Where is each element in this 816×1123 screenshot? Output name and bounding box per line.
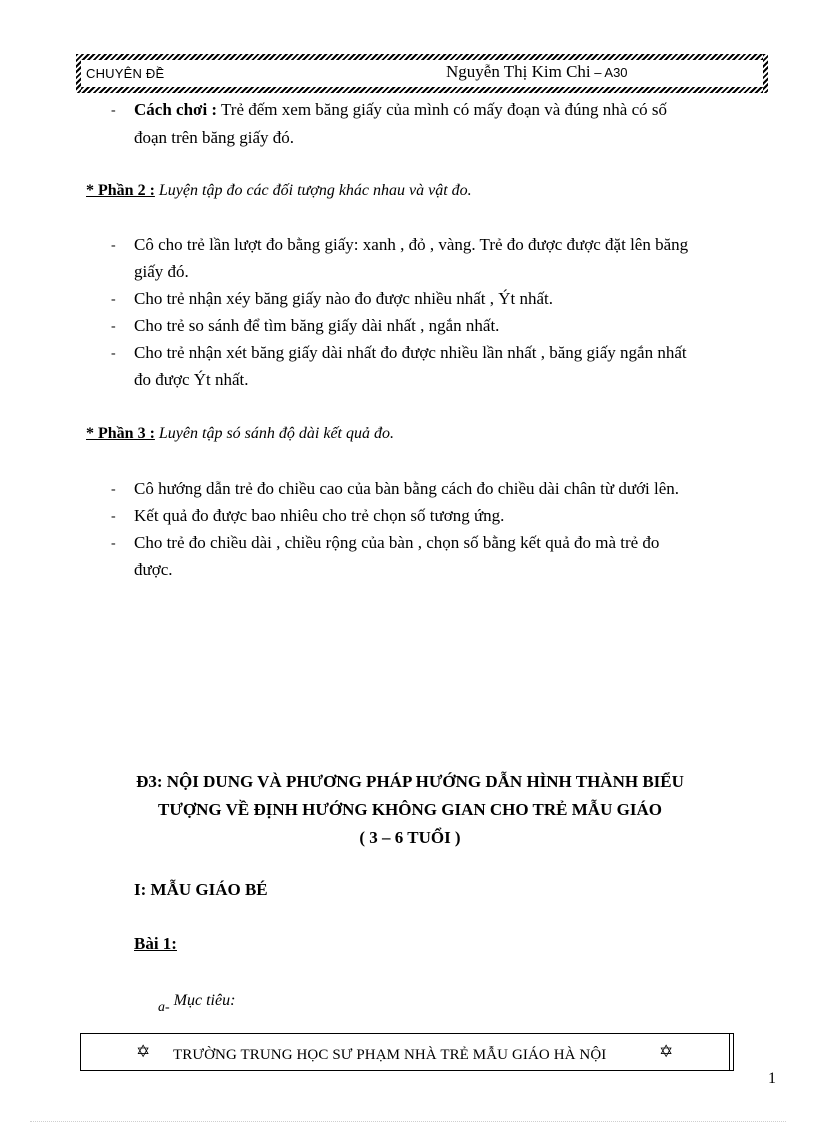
bullet-dash: - — [111, 319, 116, 334]
cach-choi-label: Cách chơi : — [134, 100, 218, 119]
page-number: 1 — [768, 1070, 776, 1087]
header-author — [446, 62, 628, 82]
bullet-dash: - — [111, 103, 116, 118]
cach-choi-text: Trẻ đếm xem băng giấy của mình có mấy đoạn và đúng nhà có số — [217, 100, 668, 119]
d3-title-line3: ( 3 – 6 TUỔI ) — [359, 828, 461, 847]
footer-school-name: TRƯỜNG TRUNG HỌC SƯ PHẠM NHÀ TRẺ MẪU GIÁO HÀ NỘI — [173, 1047, 607, 1063]
header-border-top — [76, 54, 768, 60]
bullet-dash: - — [111, 346, 116, 361]
phan2-heading — [86, 182, 472, 200]
phan2-item-cont: đo được Ýt nhất. — [134, 370, 249, 389]
bullet-dash: - — [111, 238, 116, 253]
bullet-dash: - — [111, 509, 116, 524]
cach-choi-paragraph — [134, 96, 754, 123]
phan3-title: Luyên tập só sánh độ dài kết quả đo. — [154, 425, 394, 442]
header-border-right — [763, 54, 768, 93]
star-of-david-icon: ✡ — [136, 1042, 151, 1061]
d3-title-line1: Đ3: NỘI DUNG VÀ PHƯƠNG PHÁP HƯỚNG DẪN HÌNH THÀNH BIỂU — [136, 772, 684, 791]
muc-tieu-prefix: a- — [158, 1000, 170, 1015]
phan3-item-cont: được. — [134, 560, 173, 579]
header-border-bottom — [76, 87, 768, 93]
bullet-dash: - — [111, 292, 116, 307]
phan2-item: Cho trẻ so sánh để tìm băng giấy dài nhất , ngắn nhất. — [134, 316, 500, 335]
d3-title-line2: TƯỢNG VỀ ĐỊNH HƯỚNG KHÔNG GIAN CHO TRẺ MẪU GIÁO — [158, 800, 662, 819]
bai-heading: Bài 1: — [134, 934, 177, 953]
muc-tieu-label: Mục tiêu: — [173, 992, 236, 1009]
phan2-item: Cho trẻ nhận xét băng giấy dài nhất đo được nhiều lần nhất , băng giấy ngắn nhất — [134, 343, 687, 362]
bullet-dash: - — [111, 482, 116, 497]
phan3-item: Cho trẻ đo chiều dài , chiều rộng của bàn , chọn số bằng kết quả đo mà trẻ đo — [134, 533, 660, 552]
phan3-item: Kết quả đo được bao nhiêu cho trẻ chọn số tương ứng. — [134, 506, 505, 525]
star-of-david-icon: ✡ — [659, 1042, 674, 1061]
d3-title — [90, 768, 730, 852]
author-name: Nguyễn Thị Kim Chi — [446, 62, 591, 81]
phan2-title: Luyện tập đo các đối tượng khác nhau và vật đo. — [154, 182, 472, 199]
footer-box — [80, 1033, 734, 1071]
phan2-item: Cô cho trẻ lần lượt đo bằng giấy: xanh , đỏ , vàng. Trẻ đo được được đặt lên băng — [134, 235, 689, 254]
header-topic: CHUYÊN ĐỀ — [86, 66, 165, 81]
phan3-item: Cô hướng dẫn trẻ đo chiều cao của bàn bằng cách đo chiều dài chân từ dưới lên. — [134, 479, 680, 498]
section-heading: I: MẪU GIÁO BÉ — [134, 880, 268, 899]
phan3-heading — [86, 425, 394, 443]
author-code: – A30 — [590, 65, 628, 80]
phan3-label: * Phần 3 : — [86, 425, 155, 442]
muc-tieu — [158, 992, 236, 1015]
phan2-label: * Phần 2 : — [86, 182, 155, 199]
bullet-dash: - — [111, 536, 116, 551]
cach-choi-line2: đoạn trên băng giấy đó. — [134, 128, 295, 147]
phan2-item-cont: giấy đó. — [134, 262, 189, 281]
phan2-item: Cho trẻ nhận xéy băng giấy nào đo được nhiều nhất , Ýt nhất. — [134, 289, 554, 308]
header-border-left — [76, 54, 81, 93]
